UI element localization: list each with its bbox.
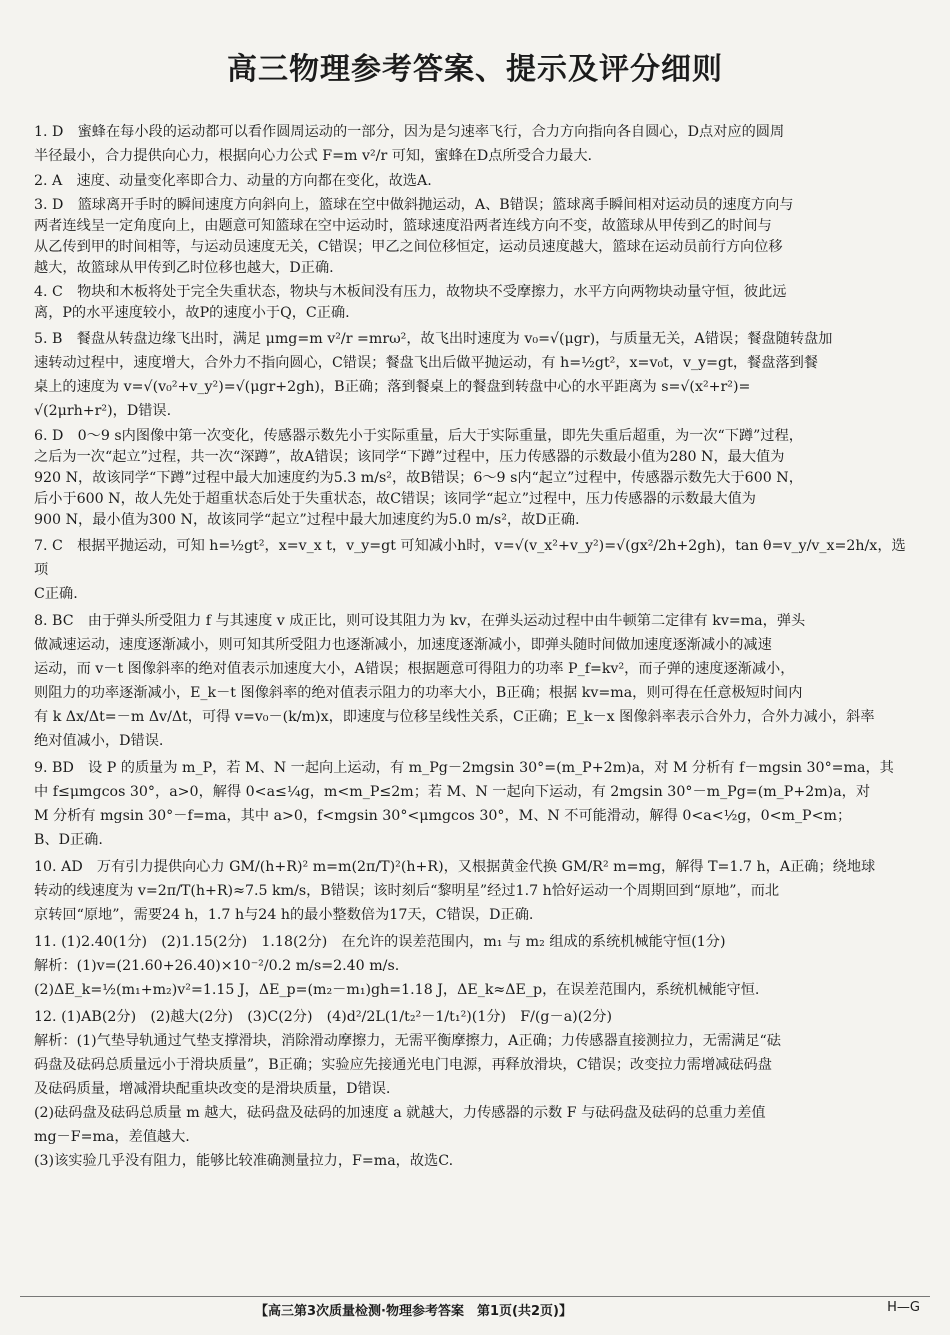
answer-line: 做减速运动，速度逐渐减小，则可知其所受阻力也逐渐减小，加速度逐渐减小，即弹头随时间做加速度逐渐减小的减速 xyxy=(34,637,772,653)
answer-line: (2)ΔE_k=½(m₁+m₂)v²=1.15 J，ΔE_p=(m₂－m₁)gh=1.18 J，ΔE_k≈ΔE_p，在误差范围内，系统机械能守恒. xyxy=(34,982,760,998)
answer-item-q12 xyxy=(34,1005,916,1173)
answer-line: 900 N，最小值为300 N，故该同学“起立”过程中最大加速度约为5.0 m/s²，故D正确. xyxy=(34,512,580,528)
answer-line: 转动的线速度为 v=2π/T(h+R)≈7.5 km/s，B错误；该时刻后“黎明星”经过1.7 h恰好运动一个周期回到“原地”，而北 xyxy=(34,883,780,899)
footer-label: 【高三第3次质量检测·物理参考答案 第1页(共2页)】 xyxy=(255,1304,572,1319)
answer-line: 4. C 物块和木板将处于完全失重状态，物块与木板间没有压力，故物块不受摩擦力，水平方向两物块动量守恒，彼此远 xyxy=(34,284,787,300)
answer-line: 京转回“原地”，需要24 h，1.7 h与24 h的最小整数倍为17天，C错误，D正确. xyxy=(34,907,534,923)
answer-line: (3)该实验几乎没有阻力，能够比较准确测量拉力，F=ma，故选C. xyxy=(34,1153,454,1169)
answer-line: (2)砝码盘及砝码总质量 m 越大，砝码盘及砝码的加速度 a 就越大，力传感器的示数 F 与砝码盘及砝码的总重力差值 xyxy=(34,1105,766,1121)
answer-line: 有 k Δx/Δt=－m Δv/Δt，可得 v=v₀－(k/m)x，即速度与位移呈线性关系，C正确；E_k－x 图像斜率表示合外力，合外力减小，斜率 xyxy=(34,709,875,725)
answer-line: 离，P的水平速度较小，故P的速度小于Q，C正确. xyxy=(34,305,350,321)
answer-item-q1 xyxy=(34,120,916,168)
answer-line: 桌上的速度为 v=√(v₀²+v_y²)=√(μgr+2gh)，B正确；落到餐桌上的餐盘到转盘中心的水平距离为 s=√(x²+r²)= xyxy=(34,379,751,395)
answer-line: 后小于600 N，故人先处于超重状态后处于失重状态，故C错误；该同学“起立”过程中，压力传感器的示数最大值为 xyxy=(34,491,756,507)
answer-line: 中 f≤μmgcos 30°，a>0，解得 0<a≤¼g，m<m_P≤2m；若 M、N 一起向下运动，有 2mgsin 30°－m_Pg=(m_P+2m)a，对 xyxy=(34,784,871,800)
answer-item-q8 xyxy=(34,609,916,753)
answer-list xyxy=(34,120,916,1176)
answer-line: 绝对值减小，D错误. xyxy=(34,733,164,749)
answer-line: 运动，而 v－t 图像斜率的绝对值表示加速度大小，A错误；根据题意可得阻力的功率 P_f=kv²，而子弹的速度逐渐减小， xyxy=(34,661,795,677)
answer-line: B、D正确. xyxy=(34,832,103,848)
answer-line: 速转动过程中，速度增大，合外力不指向圆心，C错误；餐盘飞出后做平抛运动，有 h=½gt²，x=v₀t，v_y=gt，餐盘落到餐 xyxy=(34,355,818,371)
answer-item-q3 xyxy=(34,195,916,279)
answer-item-q6 xyxy=(34,426,916,531)
answer-line: M 分析有 mgsin 30°－f=ma，其中 a>0，f<mgsin 30°<μmgcos 30°，M、N 不可能滑动，解得 0<a<½g，0<m_P<m； xyxy=(34,808,852,824)
answer-line: 7. C 根据平抛运动，可知 h=½gt²，x=v_x t，v_y=gt 可知减小h时，v=√(v_x²+v_y²)=√(gx²/2h+2gh)，tan θ=v_y/v_x=2h/x，选项 xyxy=(34,538,906,578)
page-title: 高三物理参考答案、提示及评分细则 xyxy=(227,52,723,87)
answer-line: 12. (1)AB(2分) (2)越大(2分) (3)C(2分) (4)d²/2L(1/t₂²－1/t₁²)(1分) F/(g－a)(2分) xyxy=(34,1009,612,1025)
answer-line: 则阻力的功率逐渐减小，E_k－t 图像斜率的绝对值表示阻力的功率大小，B正确；根据 kv=ma，则可得在任意极短时间内 xyxy=(34,685,803,701)
answer-item-q10 xyxy=(34,855,916,927)
answer-line: 6. D 0～9 s内图像中第一次变化，传感器示数先小于实际重量，后大于实际重量，即先失重后超重，为一次“下蹲”过程， xyxy=(34,428,803,444)
answer-line: 之后为一次“起立”过程，共一次“深蹲”，故A错误；该同学“下蹲”过程中，压力传感器的示数最小值为280 N，最大值为 xyxy=(34,449,785,465)
answer-line: 5. B 餐盘从转盘边缘飞出时，满足 μmg=m v²/r =mrω²，故飞出时速度为 v₀=√(μgr)，与质量无关，A错误；餐盘随转盘加 xyxy=(34,331,833,347)
answer-item-q9 xyxy=(34,756,916,852)
answer-item-q11 xyxy=(34,930,916,1002)
answer-line: mg－F=ma，差值越大. xyxy=(34,1129,190,1145)
answer-item-q7 xyxy=(34,534,916,606)
answer-line: 及砝码质量，增减滑块配重块改变的是滑块质量，D错误. xyxy=(34,1081,391,1097)
answer-line: 越大，故篮球从甲传到乙时位移也越大，D正确. xyxy=(34,260,334,276)
answer-line: C正确. xyxy=(34,586,78,602)
answer-line: 9. BD 设 P 的质量为 m_P，若 M、N 一起向上运动，有 m_Pg－2mgsin 30°=(m_P+2m)a，对 M 分析有 f－mgsin 30°=ma，其 xyxy=(34,760,894,776)
answer-item-q4 xyxy=(34,282,916,324)
footer-code: H—G xyxy=(887,1300,920,1315)
answer-line: √(2μrh+r²)，D错误. xyxy=(34,403,172,419)
answer-line: 码盘及砝码总质量远小于滑块质量”，B正确；实验应先接通光电门电源，再释放滑块，C错误；改变拉力需增减砝码盘 xyxy=(34,1057,772,1073)
answer-line: 从乙传到甲的时间相等，与运动员速度无关，C错误；甲乙之间位移恒定，运动员速度越大，篮球在运动员前行方向位移 xyxy=(34,239,783,255)
answer-item-q2 xyxy=(34,171,916,192)
answer-line: 1. D 蜜蜂在每小段的运动都可以看作圆周运动的一部分，因为是匀速率飞行，合力方向指向各自圆心，D点对应的圆周 xyxy=(34,124,785,140)
answer-line: 两者连线呈一定角度向上，由题意可知篮球在空中运动时，篮球速度沿两者连线方向不变，故篮球从甲传到乙的时间与 xyxy=(34,218,772,234)
answer-line: 解析：(1)v=(21.60+26.40)×10⁻²/0.2 m/s=2.40 m/s. xyxy=(34,958,400,974)
answer-line: 10. AD 万有引力提供向心力 GM/(h+R)² m=m(2π/T)²(h+R)，又根据黄金代换 GM/R² m=mg，解得 T=1.7 h，A正确；绕地球 xyxy=(34,859,876,875)
footer-divider xyxy=(20,1296,930,1297)
page-footer xyxy=(0,1300,950,1322)
answer-line: 3. D 篮球离开手时的瞬间速度方向斜向上，篮球在空中做斜抛运动，A、B错误；篮球离手瞬间相对运动员的速度方向与 xyxy=(34,197,794,213)
answer-line: 920 N，故该同学“下蹲”过程中最大加速度约为5.3 m/s²，故B错误；6～9 s内“起立”过程中，传感器示数先大于600 N， xyxy=(34,470,803,486)
answer-line: 11. (1)2.40(1分) (2)1.15(2分) 1.18(2分) 在允许的误差范围内，m₁ 与 m₂ 组成的系统机械能守恒(1分) xyxy=(34,934,726,950)
answer-line: 2. A 速度、动量变化率即合力、动量的方向都在变化，故选A. xyxy=(34,173,432,189)
answer-line: 解析：(1)气垫导轨通过气垫支撑滑块，消除滑动摩擦力，无需平衡摩擦力，A正确；力传感器直接测拉力，无需满足“砝 xyxy=(34,1033,781,1049)
answer-item-q5 xyxy=(34,327,916,423)
answer-line: 半径最小，合力提供向心力，根据向心力公式 F=m v²/r 可知，蜜蜂在D点所受合力最大. xyxy=(34,148,593,164)
answer-line: 8. BC 由于弹头所受阻力 f 与其速度 v 成正比，则可设其阻力为 kv，在弹头运动过程中由牛顿第二定律有 kv=ma，弹头 xyxy=(34,613,806,629)
